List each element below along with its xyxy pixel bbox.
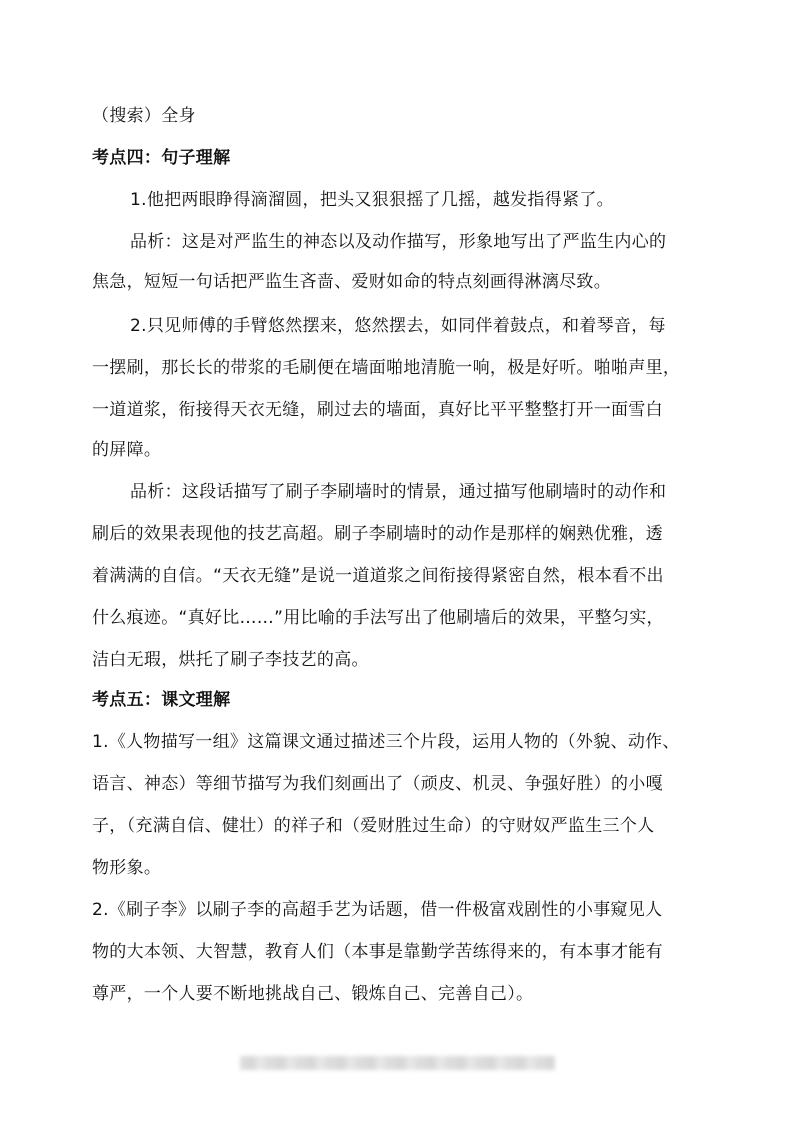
analysis-2-line-2: 刷后的效果表现他的技艺高超。刷子李刷墙时的动作是那样的娴熟优雅，透 [92, 524, 663, 544]
text-1-line-3: 子，（充满自信、健壮）的祥子和（爱财胜过生命）的守财奴严监生三个人 [92, 816, 655, 836]
analysis-1-line-1: 品析：这是对严监生的神态以及动作描写，形象地写出了严监生内心的 [130, 232, 667, 252]
text-2-line-1: 2.《刷子李》以刷子李的高超手艺为话题，借一件极富戏剧性的小事窥见人 [92, 900, 663, 920]
analysis-2-line-5: 洁白无瑕，烘托了刷子李技艺的高。 [92, 650, 369, 670]
text-1-line-1: 1.《人物描写一组》这篇课文通过描述三个片段，运用人物的（外貌、动作、 [92, 732, 680, 752]
section-heading-5: 考点五：课文理解 [92, 690, 231, 710]
sentence-2-line-3: 一道道浆，衔接得天衣无缝，刷过去的墙面，真好比平平整整打开一面雪白 [92, 400, 663, 420]
sentence-1: 1.他把两眼睁得滴溜圆，把头又狠狠摇了几摇，越发指得紧了。 [130, 190, 614, 210]
text-2-line-2: 物的大本领、大智慧，教育人们（本事是靠勤学苦练得来的，有本事才能有 [92, 942, 663, 962]
text-1-line-4: 物形象。 [92, 858, 162, 878]
analysis-2-line-3: 着满满的自信。“天衣无缝”是说一道道浆之间衔接得紧密自然，根本看不出 [92, 566, 664, 586]
sentence-2-line-4: 的屏障。 [92, 440, 162, 460]
text-line-search: （搜索）全身 [92, 106, 196, 126]
text-2-line-3: 尊严，一个人要不断地挑战自己、锻炼自己、完善自己）。 [92, 984, 534, 1004]
blurred-footer-watermark [240, 1056, 555, 1070]
text-1-line-2: 语言、神态）等细节描写为我们刻画出了（顽皮、机灵、争强好胜）的小嘎 [92, 774, 663, 794]
analysis-1-line-2: 焦急，短短一句话把严监生吝啬、爱财如命的特点刻画得淋漓尽致。 [92, 272, 611, 292]
section-heading-4: 考点四：句子理解 [92, 148, 231, 168]
sentence-2-line-1: 2.只见师傅的手臂悠然摆来，悠然摆去，如同伴着鼓点，和着琴音，每 [130, 316, 666, 336]
analysis-2-line-1: 品析：这段话描写了刷子李刷墙时的情景，通过描写他刷墙时的动作和 [130, 482, 667, 502]
sentence-2-line-2: 一摆刷，那长长的带浆的毛刷便在墙面啪地清脆一响，极是好听。啪啪声里， [92, 358, 681, 378]
analysis-2-line-4: 什么痕迹。“真好比……”用比喻的手法写出了他刷墙后的效果，平整匀实， [92, 608, 664, 628]
